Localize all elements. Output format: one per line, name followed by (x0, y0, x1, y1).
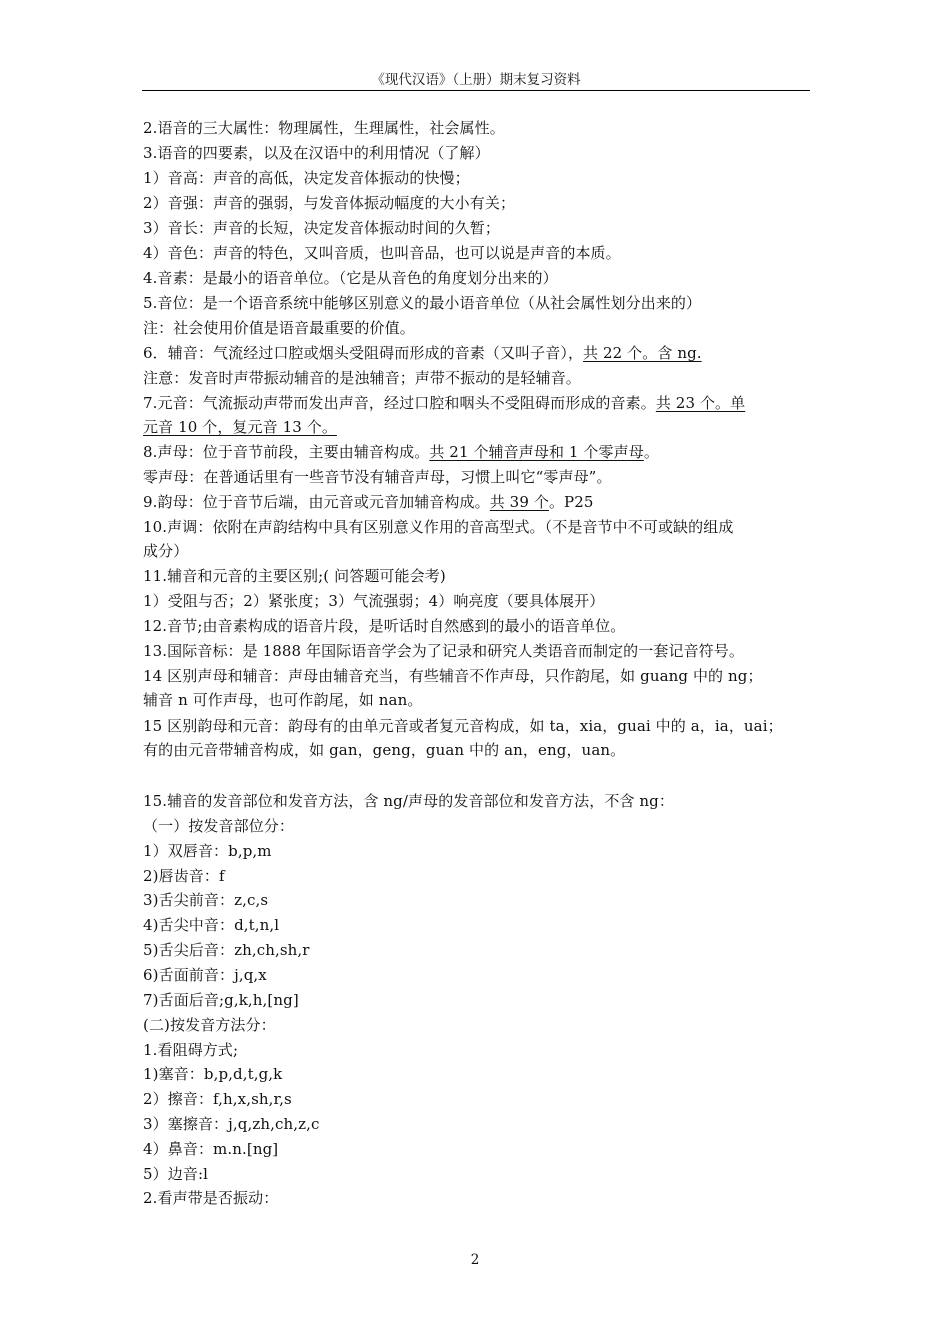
text-line: 10.声调：依附在声韵结构中具有区别意义作用的音高型式。（不是音节中不可或缺的组成 (143, 518, 734, 536)
text-segment: 9.韵母：位于音节后端，由元音或元音加辅音构成。 (143, 493, 490, 511)
text-line (143, 492, 813, 512)
text-line: 13.国际音标：是 1888 年国际语音学会为了记录和研究人类语音而制定的一套记音符号。 (143, 642, 744, 660)
text-line: 成分） (143, 542, 189, 560)
text-segment: 8.声母：位于音节前段，主要由辅音构成。 (143, 443, 430, 461)
text-line: 3.语音的四要素，以及在汉语中的利用情况（了解） (143, 144, 490, 162)
text-line: 2.看声带是否振动： (143, 1189, 279, 1207)
text-segment: 。P25 (548, 493, 594, 511)
text-line (143, 343, 813, 363)
page-number: 2 (470, 1252, 480, 1268)
text-line: 1）双唇音：b,p,m (143, 842, 272, 860)
text-line: (二)按发音方法分： (143, 1016, 276, 1034)
underlined-note: 共 23 个。单 (655, 394, 746, 412)
underlined-note: 元音 10 个，复元音 13 个。 (143, 418, 337, 436)
text-line: 2）擦音：f,h,x,sh,r,s (143, 1090, 292, 1108)
text-line: 5)舌尖后音：zh,ch,sh,r (143, 941, 310, 959)
text-line: 7)舌面后音;g,k,h,[ng] (143, 991, 299, 1009)
text-line: 4.音素：是最小的语音单位。（它是从音色的角度划分出来的） (143, 269, 558, 287)
text-line: 注意：发音时声带振动辅音的是浊辅音；声带不振动的是轻辅音。 (143, 369, 581, 387)
underlined-note: 共 39 个 (489, 493, 549, 511)
text-line: 3)舌尖前音：z,c,s (143, 891, 269, 909)
underlined-note: 共 21 个辅音声母和 1 个零声母 (429, 443, 644, 461)
text-line: 6)舌面前音：j,q,x (143, 966, 267, 984)
text-line: （一）按发音部位分： (143, 817, 295, 835)
text-line: 14 区别声母和辅音：声母由辅音充当，有些辅音不作声母，只作韵尾，如 guang 中的 ng； (143, 667, 763, 685)
underlined-note: 共 22 个。含 ng. (583, 344, 702, 362)
text-segment: 7.元音：气流振动声带而发出声音，经过口腔和咽头不受阻碍而形成的音素。 (143, 394, 656, 412)
text-line: 1.看阻碍方式; (143, 1041, 239, 1059)
text-segment: 6．辅音：气流经过口腔或烟头受阻碍而形成的音素（又叫子音）， (143, 344, 584, 362)
text-line: 3）音长：声音的长短，决定发音体振动时间的久暂； (143, 219, 500, 237)
text-line: 辅音 n 可作声母，也可作韵尾，如 nan。 (143, 691, 423, 709)
text-line: 5.音位：是一个语音系统中能够区别意义的最小语音单位（从社会属性划分出来的） (143, 294, 702, 312)
text-line: 注：社会使用价值是语音最重要的价值。 (143, 319, 415, 337)
text-line: 1）音高：声音的高低，决定发音体振动的快慢； (143, 169, 470, 187)
header-title: 《现代汉语》（上册）期末复习资料 (371, 72, 581, 88)
text-segment: 。 (643, 443, 659, 461)
text-line (143, 417, 813, 437)
text-line: 4）音色：声音的特色，又叫音质，也叫音品，也可以说是声音的本质。 (143, 244, 621, 262)
text-line: 有的由元音带辅音构成，如 gan，geng，guan 中的 an，eng，uan。 (143, 741, 626, 759)
text-line: 5）边音:l (143, 1165, 208, 1183)
text-line: 零声母：在普通话里有一些音节没有辅音声母，习惯上叫它“零声母”。 (143, 468, 612, 486)
text-line: 2）音强：声音的强弱，与发音体振动幅度的大小有关； (143, 194, 516, 212)
text-line: 12.音节;由音素构成的语音片段，是听话时自然感到的最小的语音单位。 (143, 617, 626, 635)
text-line: 1)塞音：b,p,d,t,g,k (143, 1065, 283, 1083)
text-line: 2)唇齿音：f (143, 867, 225, 885)
text-line: 3）塞擦音：j,q,zh,ch,z,c (143, 1115, 320, 1133)
text-line: 2.语音的三大属性：物理属性，生理属性，社会属性。 (143, 119, 505, 137)
text-line (143, 442, 813, 462)
text-line: 4)舌尖中音：d,t,n,l (143, 916, 280, 934)
text-line: 15.辅音的发音部位和发音方法，含 ng/声母的发音部位和发音方法，不含 ng： (143, 792, 674, 810)
page-header (142, 70, 810, 91)
text-line (143, 393, 813, 413)
text-line: 11.辅音和元音的主要区别;( 问答题可能会考) (143, 567, 446, 585)
text-line: 4）鼻音：m.n.[ng] (143, 1140, 279, 1158)
text-line: 15 区别韵母和元音：韵母有的由单元音或者复元音构成，如 ta，xia，guai 中的 a，ia，uai； (143, 717, 783, 735)
text-line: 1）受阻与否；2）紧张度；3）气流强弱；4）响亮度（要具体展开） (143, 592, 605, 610)
